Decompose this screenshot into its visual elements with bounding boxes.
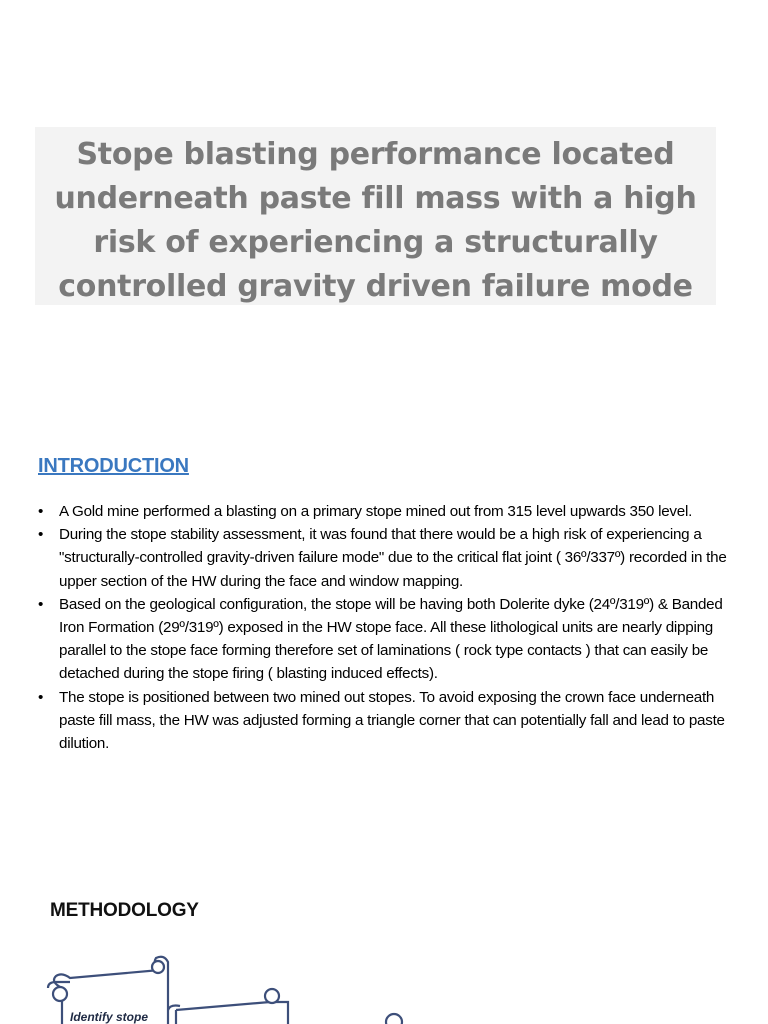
scroll-curl-icon xyxy=(152,961,164,973)
bullet-item xyxy=(35,593,741,686)
bullet-dot: • xyxy=(38,688,44,706)
bullet-text: Based on the geological configuration, the stope will be having both Dolerite dyke (24º/319º) & Banded Iron Formation (29º/319º) exposed in the HW stope face. All these lithological units are nearly dipping parallel to the stope face forming therefore set of laminations ( rock type contacts ) that can easily be detached during the stope firing ( blasting induced effects). xyxy=(59,595,723,683)
title-box xyxy=(35,127,716,305)
bullet-dot: • xyxy=(38,526,44,544)
introduction-bullet-list xyxy=(35,500,741,755)
methodology-heading: METHODOLOGY xyxy=(50,900,199,921)
scroll-curl-icon xyxy=(53,987,67,1001)
bullet-dot: • xyxy=(38,503,44,520)
bullet-item xyxy=(35,686,741,756)
introduction-heading: INTRODUCTION xyxy=(38,455,189,477)
scroll-shape-3 xyxy=(386,1014,402,1024)
methodology-step-label: Identify stope xyxy=(70,1010,149,1024)
bullet-text: The stope is positioned between two mined out stopes. To avoid exposing the crown face underneath paste fill mass, the HW was adjusted forming a triangle corner that can potentially fall and lead to paste dilution. xyxy=(59,688,725,753)
scroll-curl-icon xyxy=(386,1014,402,1024)
bullet-item xyxy=(35,500,741,523)
scroll-shape-2 xyxy=(168,989,288,1024)
bullet-text: A Gold mine performed a blasting on a primary stope mined out from 315 level upwards 350 level. xyxy=(59,503,693,520)
bullet-dot: • xyxy=(38,595,44,613)
scroll-curl-icon xyxy=(265,989,279,1003)
page-title: Stope blasting performance located underneath paste fill mass with a high risk of experiencing a structurally controlled gravity driven failure mode xyxy=(54,137,697,304)
bullet-item xyxy=(35,523,741,593)
bullet-text: During the stope stability assessment, it was found that there would be a high risk of experiencing a "structurally-controlled gravity-driven failure mode" due to the critical flat joint ( 36º/337º) recorded in the upper section of the HW during the face and window mapping. xyxy=(59,526,727,590)
